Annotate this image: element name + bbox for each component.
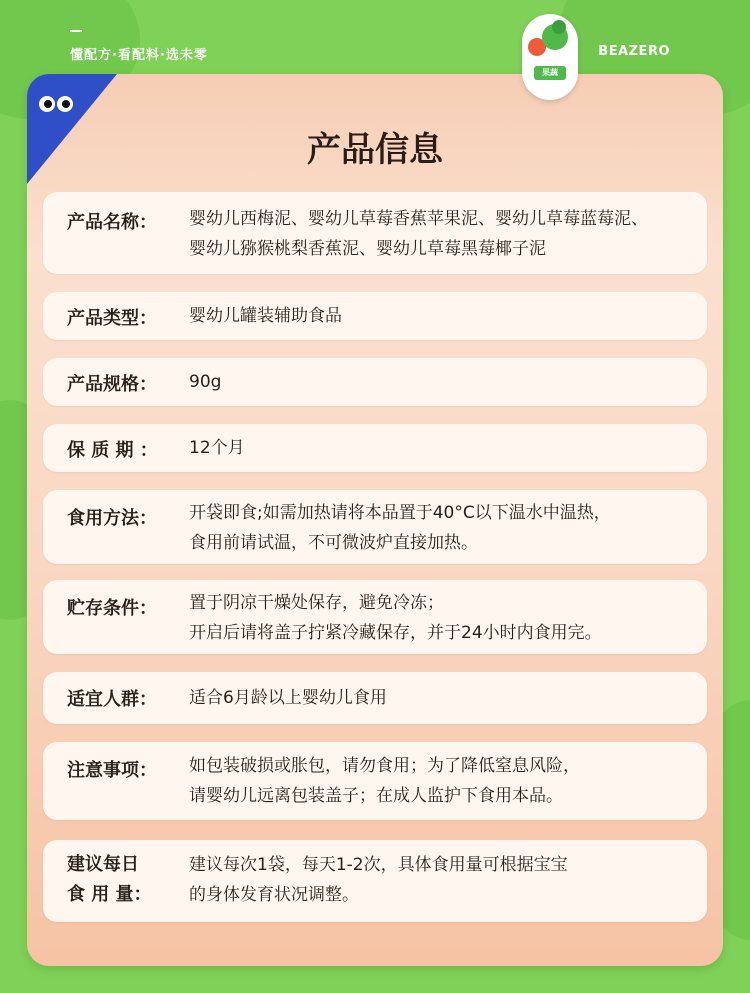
- row-label: 建议每日: [67, 854, 139, 875]
- row-label: 产品规格：: [67, 374, 157, 395]
- row-label: 贮存条件：: [67, 598, 157, 619]
- row-value: [189, 751, 697, 811]
- info-row: [43, 292, 707, 340]
- info-row: [43, 840, 707, 922]
- top-bar: [0, 0, 750, 80]
- row-value: [189, 683, 697, 713]
- row-value: [189, 498, 697, 558]
- logo-label: 果蔬: [534, 66, 566, 80]
- row-label: 适宜人群：: [67, 689, 157, 710]
- value-line: 食用前请试温，不可微波炉直接加热。: [189, 533, 478, 553]
- slogan: 懂配方·看配料·选未零: [70, 48, 208, 63]
- leaf-icon: [552, 20, 566, 34]
- row-value: [189, 367, 697, 397]
- value-line: 置于阴凉干燥处保存，避免冷冻；: [189, 593, 444, 613]
- value-line: 请婴幼儿远离包装盖子；在成人监护下食用本品。: [189, 786, 563, 806]
- row-value: [189, 588, 697, 648]
- value-line: 开启后请将盖子拧紧冷藏保存，并于24小时内食用完。: [189, 623, 602, 643]
- row-value: [189, 433, 697, 463]
- info-row: [43, 424, 707, 472]
- value-line: 90g: [189, 372, 222, 392]
- row-label: 食用方法：: [67, 508, 157, 529]
- row-label: 产品类型：: [67, 308, 157, 329]
- value-line: 开袋即食;如需加热请将本品置于40°C以下温水中温热，: [189, 503, 611, 523]
- value-line: 12个月: [189, 438, 245, 458]
- info-row: [43, 490, 707, 564]
- value-line: 婴幼儿猕猴桃梨香蕉泥、婴幼儿草莓黑莓椰子泥: [189, 239, 546, 259]
- value-line: 的身体发育状况调整。: [189, 885, 359, 905]
- info-row: [43, 742, 707, 820]
- info-row: [43, 358, 707, 406]
- row-value: [189, 301, 697, 331]
- row-label: 注意事项：: [67, 760, 157, 781]
- product-info-card: [27, 74, 723, 966]
- value-line: 适合6月龄以上婴幼儿食用: [189, 688, 387, 708]
- page-title: 产品信息: [307, 130, 443, 170]
- value-line: 婴幼儿罐装辅助食品: [189, 306, 342, 326]
- info-row: [43, 672, 707, 724]
- row-value: [189, 850, 697, 910]
- eyes-icon: [39, 96, 75, 116]
- brand-logo: [522, 14, 578, 100]
- brand-name: BEAZERO: [598, 44, 670, 59]
- row-label: 食 用 量：: [67, 884, 152, 905]
- value-line: 婴幼儿西梅泥、婴幼儿草莓香蕉苹果泥、婴幼儿草莓蓝莓泥、: [189, 209, 648, 229]
- info-row: [43, 192, 707, 274]
- value-line: 如包装破损或胀包，请勿食用；为了降低窒息风险，: [189, 756, 580, 776]
- row-label: 产品名称：: [67, 212, 157, 233]
- row-label: 保 质 期 ：: [67, 440, 158, 461]
- info-row: [43, 580, 707, 654]
- slogan-dash: [70, 30, 82, 32]
- row-value: [189, 204, 697, 264]
- value-line: 建议每次1袋，每天1-2次，具体食用量可根据宝宝: [189, 855, 568, 875]
